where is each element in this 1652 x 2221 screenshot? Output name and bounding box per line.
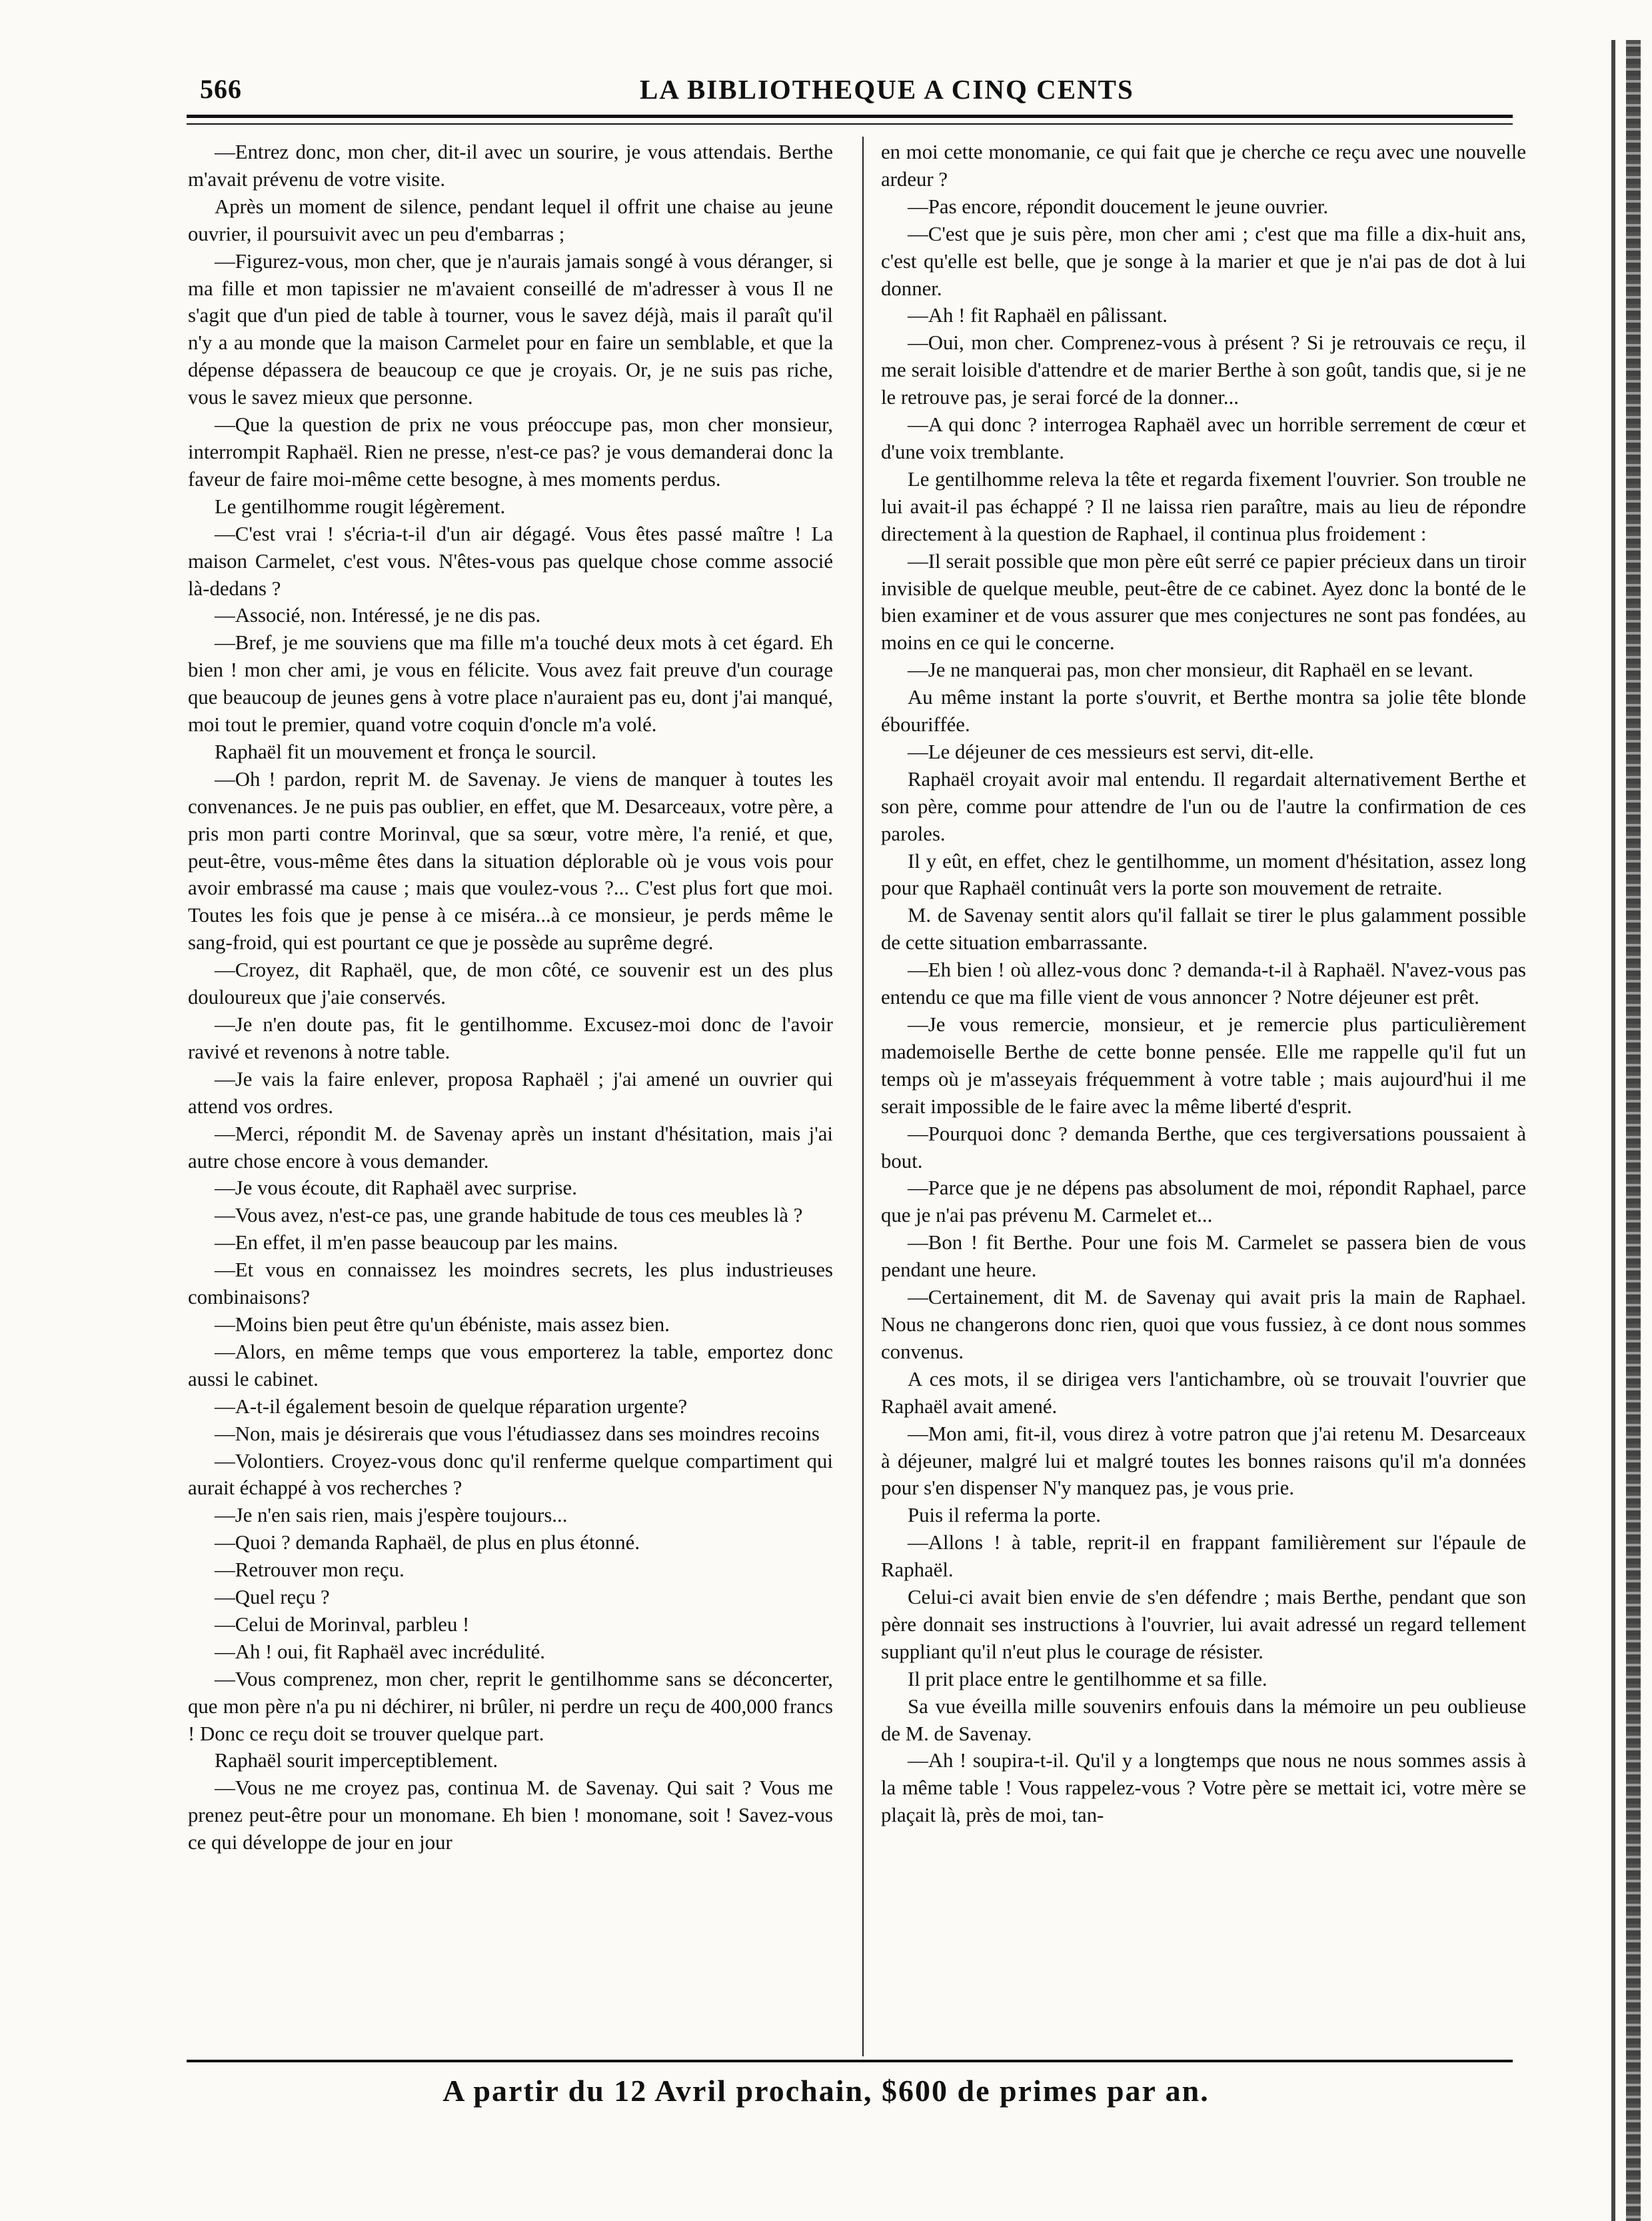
paragraph: —Moins bien peut être qu'un ébéniste, mais assez bien.: [215, 1312, 670, 1336]
paragraph: Sa vue éveilla mille souvenirs enfouis dans la mémoire un peu oublieuse de M. de Savenay.: [881, 1694, 1526, 1745]
paragraph: —C'est vrai ! s'écria-t-il d'un air dégagé. Vous êtes passé maître ! La maison Carmelet, c'est vous. N'êtes-vous pas quelque chose comme associé là-dedans ?: [188, 522, 833, 600]
paragraph: —Que la question de prix ne vous préoccupe pas, mon cher monsieur, interrompit Raphaël. Rien ne presse, n'est-ce pas? je vous demanderai donc la faveur de faire moi-même cette besogne, à mes moments perdus.: [188, 413, 833, 491]
paragraph: —Non, mais je désirerais que vous l'étudiassez dans ses moindres recoins: [215, 1422, 820, 1445]
header-rule: [187, 115, 1513, 118]
paragraph: —Ah ! soupira-t-il. Qu'il y a longtemps que nous ne nous sommes assis à la même table ! Vous rappelez-vous ? Votre père se mettait ici, votre mère se plaçait là, près de moi, tan-: [881, 1749, 1526, 1827]
paragraph: Il prit place entre le gentilhomme et sa fille.: [908, 1667, 1267, 1690]
paragraph: —Bref, je me souviens que ma fille m'a touché deux mots à cet égard. Eh bien ! mon cher ami, je vous en félicite. Vous avez fait preuve d'un courage que beaucoup de jeunes gens à votre place n'auraient pas eu, dont j'ai manqué, moi tout le premier, quand votre coquin d'oncle m'a volé.: [188, 631, 833, 737]
paragraph: —Ah ! oui, fit Raphaël avec incrédulité.: [215, 1640, 545, 1663]
header-rule-thin: [187, 123, 1513, 125]
paragraph: —Mon ami, fit-il, vous direz à votre patron que j'ai retenu M. Desarceaux à déjeuner, malgré lui et malgré toutes les bonnes raisons qu'il m'a données pour s'en dispenser N'y manquez pas, je vous prie.: [881, 1422, 1526, 1500]
paragraph: —Quoi ? demanda Raphaël, de plus en plus étonné.: [215, 1531, 640, 1554]
column-divider: [862, 137, 864, 2056]
paragraph: —Je vous écoute, dit Raphaël avec surprise.: [215, 1176, 577, 1200]
paragraph: —Allons ! à table, reprit-il en frappant familièrement sur l'épaule de Raphaël.: [881, 1531, 1526, 1582]
footer-rule: [187, 2060, 1513, 2062]
paragraph: —Entrez donc, mon cher, dit-il avec un sourire, je vous attendais. Berthe m'avait prévenu de votre visite.: [188, 141, 833, 191]
paragraph: —Je vous remercie, monsieur, et je remercie plus particulièrement mademoiselle Berthe de cette bonne pensée. Elle me rappelle qu'il fut un temps où je m'asseyais fréquemment à votre table ; mais aujourd'hui il me serait impossible de le faire avec la même liberté d'esprit.: [881, 1013, 1526, 1118]
paragraph: —A qui donc ? interrogea Raphaël avec un horrible serrement de cœur et d'une voix tremblante.: [881, 413, 1526, 463]
paragraph: —Vous avez, n'est-ce pas, une grande habitude de tous ces meubles là ?: [215, 1204, 803, 1227]
paragraph: Le gentilhomme rougit légèrement.: [215, 495, 506, 518]
paragraph: —Bon ! fit Berthe. Pour une fois M. Carmelet se passera bien de vous pendant une heure.: [881, 1231, 1526, 1282]
page-edge: [1611, 40, 1615, 2221]
paragraph: —Je vais la faire enlever, proposa Raphaël ; j'ai amené un ouvrier qui attend vos ordres.: [188, 1067, 833, 1118]
paragraph: —Oui, mon cher. Comprenez-vous à présent ? Si je retrouvais ce reçu, il me serait loisible d'attendre et de marier Berthe à son goût, tandis que, si je ne le retrouve pas, je serai forcé de la donner...: [881, 331, 1526, 409]
paragraph: —Vous comprenez, mon cher, reprit le gentilhomme sans se déconcerter, que mon père n'a pu ni déchirer, ni brûler, ni perdre un reçu de 400,000 francs ! Donc ce reçu doit se trouver quelque part.: [188, 1667, 833, 1745]
paragraph: —Celui de Morinval, parbleu !: [215, 1612, 470, 1636]
paragraph: —Figurez-vous, mon cher, que je n'aurais jamais songé à vous déranger, si ma fille et mon tapissier ne m'avaient conseillé de m'adresser à vous Il ne s'agit que d'un pied de table à tourner, vous le savez déjà, mais il paraît qu'il n'y a au monde que la maison Carmelet pour en faire un semblable, et que la dépense dépassera de beaucoup ce que je croyais. Or, je ne suis pas riche, vous le savez mieux que personne.: [188, 249, 833, 409]
paragraph: —C'est que je suis père, mon cher ami ; c'est que ma fille a dix-huit ans, c'est qu'elle est belle, que je songe à la marier et que je n'ai pas de dot à lui donner.: [881, 222, 1526, 300]
paragraph: —Je n'en sais rien, mais j'espère toujours...: [215, 1504, 568, 1527]
paragraph: —Quel reçu ?: [215, 1586, 330, 1609]
paragraph: —Pas encore, répondit doucement le jeune ouvrier.: [908, 195, 1329, 218]
paragraph: Puis il referma la porte.: [908, 1504, 1101, 1527]
paragraph: —Il serait possible que mon père eût serré ce papier précieux dans un tiroir invisible de quelque meuble, peut-être de ce cabinet. Ayez donc la bonté de le bien examiner et de vous assurer que mes conjectures ne sont pas fondées, au moins en ce qui le concerne.: [881, 549, 1526, 655]
paragraph: Le gentilhomme releva la tête et regarda fixement l'ouvrier. Son trouble ne lui avait-il pas échappé ? Il ne laissa rien paraître, mais au lieu de répondre directement à la question de Raphael, il continua plus froidement :: [881, 467, 1526, 545]
paragraph: Raphaël croyait avoir mal entendu. Il regardait alternativement Berthe et son père, comme pour attendre de l'un ou de l'autre la confirmation de ces paroles.: [881, 767, 1526, 845]
paragraph: —Croyez, dit Raphaël, que, de mon côté, ce souvenir est un des plus douloureux que j'aie conservés.: [188, 959, 833, 1009]
paragraph: —Le déjeuner de ces messieurs est servi, dit-elle.: [908, 740, 1314, 763]
paragraph: en moi cette monomanie, ce qui fait que je cherche ce reçu avec une nouvelle ardeur ?: [881, 141, 1526, 191]
paragraph: —En effet, il m'en passe beaucoup par les mains.: [215, 1231, 618, 1254]
paragraph: —Je n'en doute pas, fit le gentilhomme. Excusez-moi donc de l'avoir ravivé et revenons à notre table.: [188, 1013, 833, 1063]
paragraph: Celui-ci avait bien envie de s'en défendre ; mais Berthe, pendant que son père donnait ses instructions à l'ouvrier, lui avait adressé un regard tellement suppliant qu'il n'eut plus le courage de résister.: [881, 1586, 1526, 1663]
paragraph: —Vous ne me croyez pas, continua M. de Savenay. Qui sait ? Vous me prenez peut-être pour un monomane. Eh bien ! monomane, soit ! Savez-vous ce qui développe de jour en jour: [188, 1776, 833, 1854]
page-edge-binding: [1626, 40, 1641, 2221]
paragraph: —Je ne manquerai pas, mon cher monsieur, dit Raphaël en se levant.: [908, 659, 1473, 682]
paragraph: —Parce que je ne dépens pas absolument de moi, répondit Raphael, parce que je n'ai pas prévenu M. Carmelet et...: [881, 1176, 1526, 1227]
paragraph: —A-t-il également besoin de quelque réparation urgente?: [215, 1394, 688, 1418]
paragraph: —Eh bien ! où allez-vous donc ? demanda-t-il à Raphaël. N'avez-vous pas entendu ce que ma fille vient de vous annoncer ? Notre déjeuner est prêt.: [881, 959, 1526, 1009]
paragraph: —Retrouver mon reçu.: [215, 1558, 405, 1582]
paragraph: —Certainement, dit M. de Savenay qui avait pris la main de Raphael. Nous ne changerons donc rien, quoi que vous fussiez, à ce dont nous sommes convenus.: [881, 1286, 1526, 1363]
paragraph: Après un moment de silence, pendant lequel il offrit une chaise au jeune ouvrier, il poursuivit avec un peu d'embarras ;: [188, 195, 833, 245]
paragraph: —Oh ! pardon, reprit M. de Savenay. Je viens de manquer à toutes les convenances. Je ne puis pas oublier, en effet, que M. Desarceaux, votre père, a pris mon parti contre Morinval, que sa sœur, votre mère, l'a renié, et que, peut-être, vous-même êtes dans la situation déplorable où je vous vois pour avoir embrassé ma cause ; mais que voulez-vous ?... C'est plus fort que moi. Toutes les fois que je pense à ce miséra...à ce monsieur, je perds même le sang-froid, qui est pourtant ce que je possède au suprême degré.: [188, 767, 833, 955]
page-number: 566: [200, 74, 242, 104]
paragraph: —Et vous en connaissez les moindres secrets, les plus industrieuses combinaisons?: [188, 1258, 833, 1309]
paragraph: —Associé, non. Intéressé, je ne dis pas.: [215, 604, 541, 627]
paragraph: —Merci, répondit M. de Savenay après un instant d'hésitation, mais j'ai autre chose encore à vous demander.: [188, 1122, 833, 1172]
paragraph: —Alors, en même temps que vous emporterez la table, emportez donc aussi le cabinet.: [188, 1340, 833, 1390]
paragraph: Raphaël fit un mouvement et fronça le sourcil.: [215, 740, 596, 763]
running-head: LA BIBLIOTHEQUE A CINQ CENTS: [640, 74, 1134, 105]
left-column: [188, 139, 833, 2052]
paragraph: Raphaël sourit imperceptiblement.: [215, 1749, 498, 1772]
paragraph: A ces mots, il se dirigea vers l'antichambre, où se trouvait l'ouvrier que Raphaël avait amené.: [881, 1367, 1526, 1418]
right-column: [881, 139, 1526, 2052]
footer-notice: A partir du 12 Avril prochain, $600 de primes par an.: [442, 2074, 1210, 2108]
paragraph: —Volontiers. Croyez-vous donc qu'il renferme quelque compartiment qui aurait échappé à vos recherches ?: [188, 1449, 833, 1500]
paragraph: —Ah ! fit Raphaël en pâlissant.: [908, 304, 1168, 327]
paragraph: Au même instant la porte s'ouvrit, et Berthe montra sa jolie tête blonde ébouriffée.: [881, 686, 1526, 737]
paragraph: Il y eût, en effet, chez le gentilhomme, un moment d'hésitation, assez long pour que Raphaël continuât vers la porte son mouvement de retraite.: [881, 849, 1526, 900]
paragraph: M. de Savenay sentit alors qu'il fallait se tirer le plus galamment possible de cette situation embarrassante.: [881, 904, 1526, 955]
paragraph: —Pourquoi donc ? demanda Berthe, que ces tergiversations poussaient à bout.: [881, 1122, 1526, 1172]
